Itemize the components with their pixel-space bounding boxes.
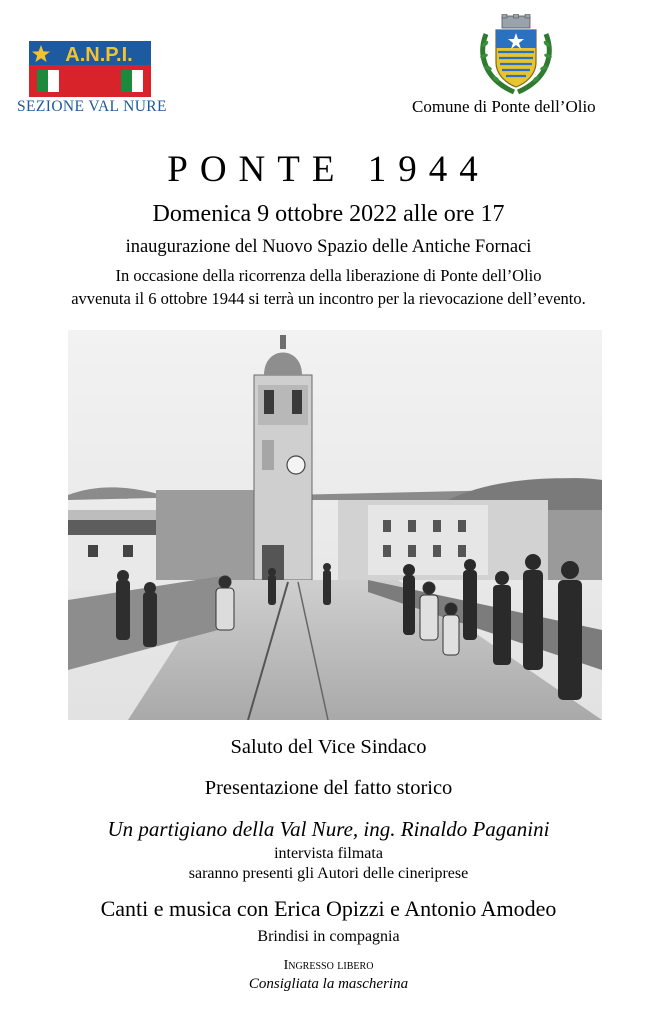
event-title: PONTE 1944 bbox=[167, 149, 490, 190]
occasion-line-1: In occasione della ricorrenza della liberazione di Ponte dell’Olio bbox=[115, 266, 542, 285]
program-saluto: Saluto del Vice Sindaco bbox=[230, 736, 427, 758]
mascherina-note: Consigliata la mascherina bbox=[248, 976, 409, 992]
program-autori: saranno presenti gli Autori delle cineriprese bbox=[188, 865, 469, 882]
comune-name: Comune di Ponte dell’Olio bbox=[412, 97, 596, 116]
anpi-section-label: SEZIONE VAL NURE bbox=[17, 98, 167, 115]
historic-photo bbox=[68, 330, 602, 720]
inauguration-text: inaugurazione del Nuovo Spazio delle Antiche Fornaci bbox=[125, 237, 532, 257]
program-presentazione: Presentazione del fatto storico bbox=[204, 777, 453, 799]
ingresso-libero: Ingresso libero bbox=[283, 958, 374, 973]
program-intervista: intervista filmata bbox=[274, 845, 383, 862]
anpi-logo-text: A.N.P.I. bbox=[65, 44, 133, 66]
comune-crest-icon bbox=[476, 14, 556, 96]
anpi-logo bbox=[29, 41, 151, 97]
event-date: Domenica 9 ottobre 2022 alle ore 17 bbox=[152, 201, 505, 227]
program-partigiano: Un partigiano della Val Nure, ing. Rinaldo Paganini bbox=[107, 817, 550, 841]
program-brindisi: Brindisi in compagnia bbox=[257, 928, 400, 945]
occasion-line-2: avvenuta il 6 ottobre 1944 si terrà un incontro per la rievocazione dell’evento. bbox=[71, 289, 586, 308]
program-canti: Canti e musica con Erica Opizzi e Antonio Amodeo bbox=[100, 896, 557, 921]
